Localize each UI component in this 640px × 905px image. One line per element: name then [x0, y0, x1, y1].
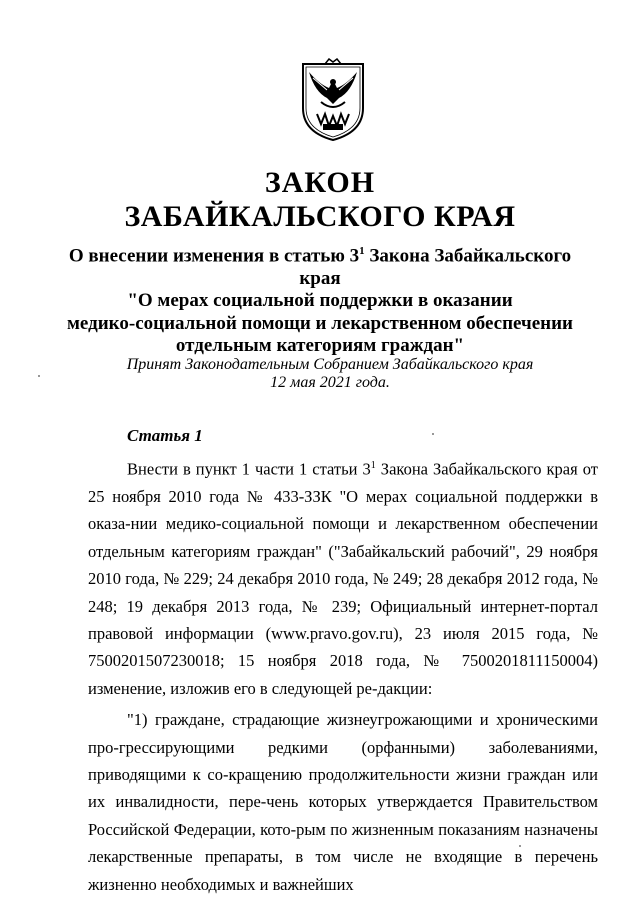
article-paragraph: Внести в пункт 1 части 1 статьи $3^1$ Закона Забайкальского края от 25 ноября 2010 года № 433-ЗЗК "О мерах социальной поддержки в оказа-нии медико-социальной помощи и лекарственном обеспечении отдельным категориям граждан" ("Забайкальский рабочий", 29 ноября 2010 года, № 229; 24 декабря 2010 года, № 249; 28 декабря 2012 года, № 248; 19 декабря 2013 года, № 239; Официальный интернет-портал правовой информации (www.pravo.gov.ru), 23 июля 2015 года, № 7500201507230018; 15 ноября 2018 года, № 7500201811150004) изменение, изложив его в следующей ре-дакции: — [88, 459, 598, 698]
article-heading: Статья 1 — [127, 426, 203, 445]
article-paragraph-quote: "1) граждане, страдающие жизнеугрожающими и хроническими про-грессирующими редкими (орфанными) заболеваниями, приводящими к со-кращению продолжительности жизни граждан или их инвалидности, пере-чень которых утверждается Правительством Российской Федерации, кото-рым по жизненным показаниям назначены лекарственные препараты, в том числе не входящие в перечень жизненно необходимых и важнейших — [88, 710, 598, 894]
adoption-date: 12 мая 2021 года. — [270, 374, 390, 391]
coat-of-arms-icon — [299, 58, 367, 142]
article-body — [88, 452, 598, 898]
adoption-body: Принят Законодательным Собранием Забайкальского края — [126, 356, 534, 373]
scan-speck — [38, 375, 40, 377]
document-title-region: ЗАБАЙКАЛЬСКОГО КРАЯ — [124, 200, 516, 233]
scan-speck — [519, 845, 521, 847]
scan-speck — [432, 433, 434, 435]
document-subtitle — [60, 240, 580, 358]
subtitle-line-3: медико-социальной помощи и лекарственном обеспечении — [66, 312, 573, 334]
subtitle-line-4: отдельным категориям граждан" — [175, 335, 465, 357]
subtitle-line-2: "О мерах социальной поддержки в оказании — [127, 290, 513, 312]
document-title: ЗАКОН — [264, 166, 376, 199]
adoption-note — [60, 356, 600, 392]
subtitle-line-1: О внесении изменения в статью $3^1$ Закона Забайкальского края — [68, 245, 572, 289]
